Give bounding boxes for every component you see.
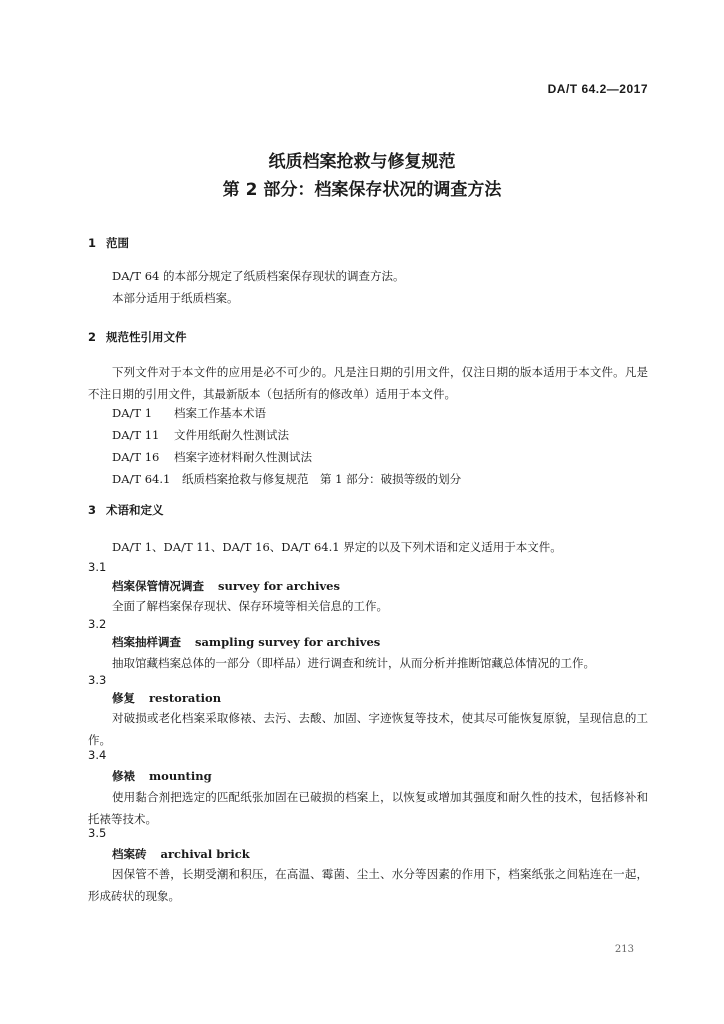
term-cn: 修复 xyxy=(112,691,135,705)
section-heading-normative-references xyxy=(88,329,187,345)
term-number: 3.4 xyxy=(88,748,107,762)
term-cn: 档案保管情况调查 xyxy=(112,579,204,593)
reference-name: 纸质档案抢救与修复规范 第 1 部分：破损等级的划分 xyxy=(182,472,462,486)
term-en: restoration xyxy=(149,691,222,705)
term-en: archival brick xyxy=(160,847,250,861)
paragraph: DA/T 1、DA/T 11、DA/T 16、DA/T 64.1 界定的以及下列术语和定义适用于本文件。 xyxy=(112,540,562,554)
paragraph: 本部分适用于纸质档案。 xyxy=(112,291,239,305)
reference-code: DA/T 1 xyxy=(112,406,153,420)
document-subtitle: 第 2 部分：档案保存状况的调查方法 xyxy=(222,180,502,200)
document-code: DA/T 64.2—2017 xyxy=(547,82,648,96)
term-en: survey for archives xyxy=(218,579,340,593)
term-cn: 档案砖 xyxy=(112,847,147,861)
page-number: 213 xyxy=(614,944,634,955)
term-definition: 因保管不善，长期受潮和积压，在高温、霉菌、尘土、水分等因素的作用下，档案纸张之间粘连在一起，形成砖状的现象。 xyxy=(88,867,648,903)
reference-item xyxy=(112,471,461,487)
term-definition: 抽取馆藏档案总体的一部分（即样品）进行调查和统计，从而分析并推断馆藏总体情况的工作。 xyxy=(112,656,595,670)
paragraph: DA/T 64 的本部分规定了纸质档案保存现状的调查方法。 xyxy=(112,269,405,283)
reference-item xyxy=(112,427,289,443)
section-number: 3 xyxy=(88,503,97,517)
reference-code: DA/T 64.1 xyxy=(112,472,171,486)
term-number: 3.5 xyxy=(88,826,107,840)
term-heading xyxy=(112,634,380,650)
term-en: mounting xyxy=(149,769,212,783)
term-heading xyxy=(112,846,250,862)
reference-item xyxy=(112,449,312,465)
term-definition: 使用黏合剂把选定的匹配纸张加固在已破损的档案上，以恢复或增加其强度和耐久性的技术，包括修补和托裱等技术。 xyxy=(88,790,648,826)
reference-name: 文件用纸耐久性测试法 xyxy=(174,428,289,442)
term-definition: 全面了解档案保存现状、保存环境等相关信息的工作。 xyxy=(112,599,388,613)
term-cn: 档案抽样调查 xyxy=(112,635,181,649)
reference-name: 档案字迹材料耐久性测试法 xyxy=(174,450,312,464)
term-definition: 对破损或老化档案采取修裱、去污、去酸、加固、字迹恢复等技术，使其尽可能恢复原貌，呈现信息的工作。 xyxy=(88,711,648,747)
reference-code: DA/T 16 xyxy=(112,450,160,464)
term-cn: 修裱 xyxy=(112,769,135,783)
section-heading-terms-definitions xyxy=(88,502,164,518)
term-heading xyxy=(112,578,340,594)
document-title: 纸质档案抢救与修复规范 xyxy=(268,152,456,172)
term-number: 3.1 xyxy=(88,560,107,574)
term-heading xyxy=(112,690,221,706)
term-heading xyxy=(112,768,212,784)
reference-code: DA/T 11 xyxy=(112,428,160,442)
section-number: 1 xyxy=(88,236,97,250)
term-number: 3.2 xyxy=(88,617,107,631)
term-en: sampling survey for archives xyxy=(195,635,381,649)
paragraph: 下列文件对于本文件的应用是必不可少的。凡是注日期的引用文件，仅注日期的版本适用于本文件。凡是不注日期的引用文件，其最新版本（包括所有的修改单）适用于本文件。 xyxy=(88,365,648,401)
reference-name: 档案工作基本术语 xyxy=(174,406,266,420)
section-number: 2 xyxy=(88,330,97,344)
term-number: 3.3 xyxy=(88,673,107,687)
reference-item xyxy=(112,405,266,421)
section-heading-scope xyxy=(88,235,129,251)
section-title: 术语和定义 xyxy=(106,503,164,517)
section-title: 规范性引用文件 xyxy=(106,330,187,344)
section-title: 范围 xyxy=(106,236,129,250)
